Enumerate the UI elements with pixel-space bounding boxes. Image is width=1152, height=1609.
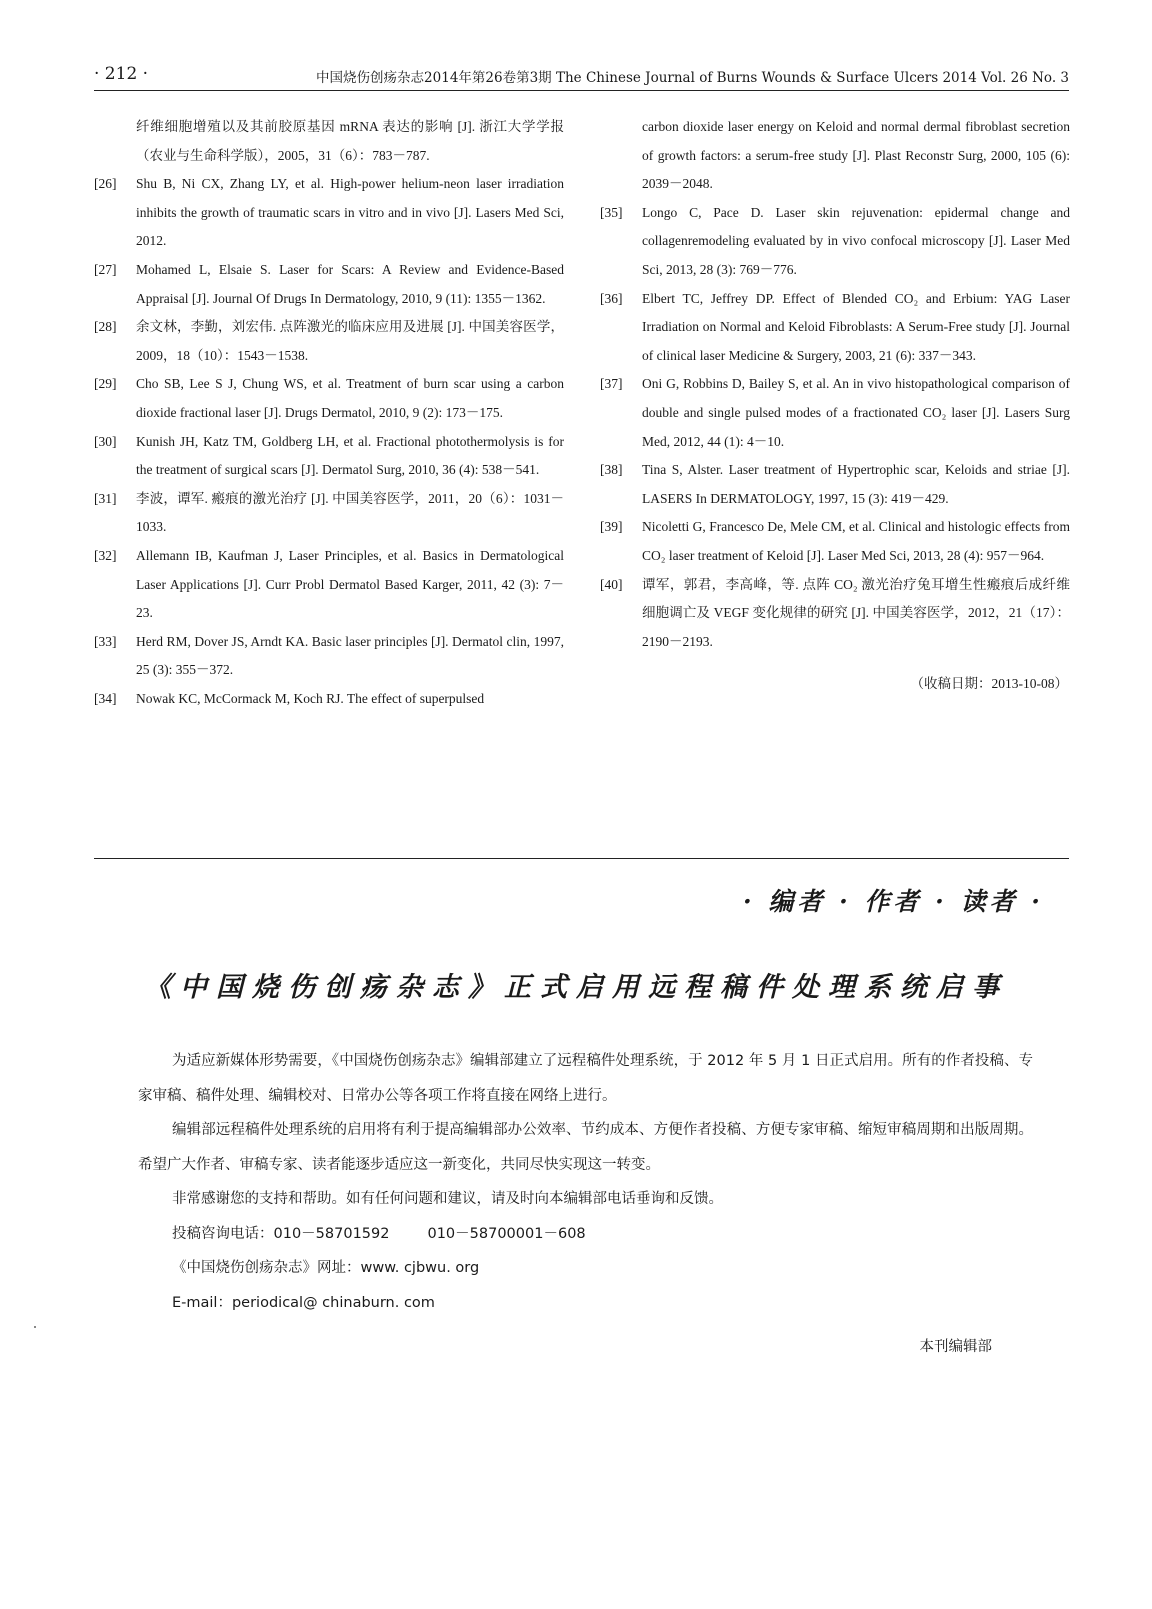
email-label: E-mail： (172, 1294, 232, 1311)
scan-speck (34, 1326, 36, 1328)
section-tag: · 编者 · 作者 · 读者 · (742, 887, 1044, 916)
reference-item (94, 628, 564, 685)
reference-number: [38] (600, 462, 623, 478)
reference-item (600, 113, 1070, 199)
phone-number-2: 010－58700001－608 (427, 1225, 586, 1242)
website-link[interactable]: www. cjbwu. org (360, 1260, 480, 1276)
phone-label: 投稿咨询电话： (172, 1225, 274, 1242)
reference-item (600, 370, 1070, 456)
reference-text: Mohamed L, Elsaie S. Laser for Scars: A Review and Evidence-Based Appraisal [J]. Journal Of Drugs In Dermatology, 2010, 9 (11): 1355－1362. (136, 261, 564, 306)
references-right-column (600, 113, 1070, 699)
reference-number: [35] (600, 204, 623, 220)
reference-text: Elbert TC, Jeffrey DP. Effect of Blended CO₂ and Erbium: YAG Laser Irradiation on Normal and Keloid Fibroblasts: A Serum-Free study [J]. Journal of clinical laser Medicine & Surgery, 2003, 21 (6): 337－343. (642, 290, 1070, 363)
section-divider (94, 858, 1069, 859)
reference-text: 谭军，郭君，李高峰，等. 点阵 CO₂ 激光治疗兔耳增生性瘢痕后成纤维细胞调亡及 VEGF 变化规律的研究 [J]. 中国美容医学，2012，21（17）：2190－2193. (642, 576, 1070, 649)
reference-text: Cho SB, Lee S J, Chung WS, et al. Treatment of burn scar using a carbon dioxide fractional laser [J]. Drugs Dermatol, 2010, 9 (2): 173－175. (136, 376, 564, 420)
reference-item (94, 313, 564, 370)
reference-item (94, 485, 564, 542)
reference-text: Shu B, Ni CX, Zhang LY, et al. High-power helium-neon laser irradiation inhibits the growth of traumatic scars in vitro and in vivo [J]. Lasers Med Sci, 2012. (136, 176, 564, 249)
reference-text: 李波，谭军. 瘢痕的激光治疗 [J]. 中国美容医学，2011，20（6）：1031－1033. (136, 490, 564, 535)
reference-text: Tina S, Alster. Laser treatment of Hypertrophic scar, Keloids and striae [J]. LASERS In DERMATOLOGY, 1997, 15 (3): 419－429. (642, 462, 1070, 506)
reference-number: [29] (94, 376, 117, 392)
reference-item (600, 456, 1070, 513)
reference-item (94, 370, 564, 427)
reference-number: [26] (94, 176, 117, 192)
reference-number: [30] (94, 433, 117, 449)
reference-text: Longo C, Pace D. Laser skin rejuvenation: epidermal change and collagenremodeling evaluated by in vivo confocal microscopy [J]. Laser Med Sci, 2013, 28 (3): 769－776. (642, 204, 1070, 277)
reference-text: Oni G, Robbins D, Bailey S, et al. An in vivo histopathological comparison of double and single pulsed modes of a fractionated CO₂ laser [J]. Lasers Surg Med, 2012, 44 (1): 4－10. (642, 376, 1070, 449)
phone-number-1: 010－58701592 (273, 1225, 390, 1242)
received-date: （收稿日期：2013-10-08） (910, 676, 1068, 692)
reference-item (600, 199, 1070, 285)
phone-line (138, 1217, 1033, 1252)
reference-item (94, 113, 564, 170)
reference-number: [31] (94, 490, 117, 506)
reference-item (600, 285, 1070, 371)
page-number: · 212 · (94, 64, 149, 84)
running-header (94, 62, 1069, 91)
reference-number: [27] (94, 261, 117, 277)
reference-number: [32] (94, 547, 117, 563)
reference-text: Herd RM, Dover JS, Arndt KA. Basic laser principles [J]. Dermatol clin, 1997, 25 (3): 355－372. (136, 633, 564, 678)
reference-text: 纤维细胞增殖以及其前胶原基因 mRNA 表达的影响 [J]. 浙江大学学报（农业与生命科学版），2005，31（6）：783－787. (136, 119, 564, 163)
reference-item (94, 685, 564, 714)
reference-number: [36] (600, 290, 623, 306)
reference-item (94, 428, 564, 485)
reference-text: 余文林，李勤，刘宏伟. 点阵激光的临床应用及进展 [J]. 中国美容医学，2009，18（10）：1543－1538. (136, 319, 564, 363)
notice-title: 《中国烧伤创疡杂志》正式启用远程稿件处理系统启事 (144, 972, 1008, 1003)
notice-paragraph: 为适应新媒体形势需要，《中国烧伤创疡杂志》编辑部建立了远程稿件处理系统，于 2012 年 5 月 1 日正式启用。所有的作者投稿、专家审稿、稿件处理、编辑校对、日常办公等各项工作将直接在网络上进行。 (138, 1053, 1033, 1104)
journal-info: 中国烧伤创疡杂志2014年第26卷第3期 The Chinese Journal of Burns Wounds & Surface Ulcers 2014 Vol. 26 No. 3 (316, 70, 1069, 86)
reference-item (94, 256, 564, 313)
email-line (138, 1286, 1033, 1321)
reference-text: Nowak KC, McCormack M, Koch RJ. The effect of superpulsed (136, 690, 485, 706)
website-label: 《中国烧伤创疡杂志》网址： (172, 1260, 361, 1276)
reference-number: [37] (600, 376, 623, 392)
reference-number: [39] (600, 519, 623, 535)
reference-text: Kunish JH, Katz TM, Goldberg LH, et al. Fractional photothermolysis is for the treatment of surgical scars [J]. Dermatol Surg, 2010, 36 (4): 538－541. (136, 433, 564, 478)
reference-item (600, 571, 1070, 657)
reference-number: [28] (94, 319, 117, 335)
notice-body (138, 1044, 1033, 1320)
reference-item (600, 513, 1070, 570)
reference-item (94, 170, 564, 256)
notice-signature: 本刊编辑部 (919, 1339, 992, 1355)
reference-number: [40] (600, 576, 623, 592)
reference-text: Nicoletti G, Francesco De, Mele CM, et al. Clinical and histologic effects from CO₂ laser treatment of Keloid [J]. Laser Med Sci, 2013, 28 (4): 957－964. (642, 519, 1070, 563)
notice-paragraph: 编辑部远程稿件处理系统的启用将有利于提高编辑部办公效率、节约成本、方便作者投稿、方便专家审稿、缩短审稿周期和出版周期。希望广大作者、审稿专家、读者能逐步适应这一新变化，共同尽快实现这一转变。 (138, 1122, 1033, 1173)
reference-item (94, 542, 564, 628)
reference-text: Allemann IB, Kaufman J, Laser Principles, et al. Basics in Dermatological Laser Applications [J]. Curr Probl Dermatol Based Karger, 2011, 42 (3): 7－23. (136, 547, 564, 621)
email-link[interactable]: periodical@ chinaburn. com (231, 1294, 435, 1311)
website-line (138, 1251, 1033, 1286)
reference-number: [34] (94, 690, 117, 706)
reference-number: [33] (94, 633, 117, 649)
notice-paragraph: 非常感谢您的支持和帮助。如有任何问题和建议，请及时向本编辑部电话垂询和反馈。 (172, 1191, 723, 1207)
reference-text: carbon dioxide laser energy on Keloid and normal dermal fibroblast secretion of growth factors: a serum-free study [J]. Plast Reconstr Surg, 2000, 105 (6): 2039－2048. (642, 119, 1070, 192)
references-left-column (94, 113, 564, 713)
